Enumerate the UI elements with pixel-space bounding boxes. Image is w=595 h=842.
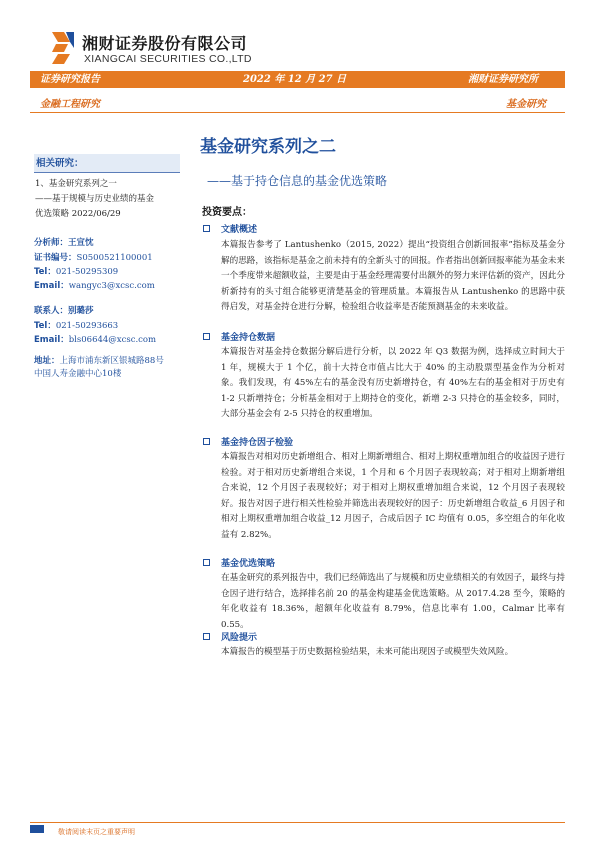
- header-divider: [30, 112, 565, 113]
- related-item[interactable]: ——基于规模与历史业绩的基金: [35, 194, 155, 204]
- report-date: 2022 年 12 月 27 日: [243, 74, 347, 85]
- email-value[interactable]: bls06644@xcsc.com: [68, 335, 157, 345]
- section-paragraph: 在基金研究的系列报告中，我们已经筛选出了与规模和历史业绩相关的有效因子，最终与持仓因子进行结合，选择排名前 20 的基金构建基金优选策略。从 2017.4.28 至今，策略的年化收益有 18.36%，超额年化收益有 8.79%，信息比率有 1.00，Calmar 比率有 0.55。: [221, 573, 565, 630]
- section-title: 风险提示: [221, 633, 258, 643]
- investment-summary-heading: 投资要点：: [202, 207, 252, 218]
- address-value: 上海市浦东新区银城路88号: [59, 356, 164, 366]
- checkbox-bullet-icon: [203, 333, 210, 340]
- tel-line: [34, 320, 118, 332]
- email-value[interactable]: wangyc3@xcsc.com: [68, 281, 155, 291]
- tel-value: 021-50293663: [55, 321, 119, 331]
- analyst-label: 分析师：: [34, 238, 69, 248]
- section-title: 基金持仓因子检验: [221, 438, 294, 448]
- tel-label: Tel：: [34, 267, 56, 277]
- email-line: [34, 280, 155, 292]
- report-title: 基金研究系列之二: [200, 137, 336, 157]
- category-right: 基金研究: [506, 99, 546, 110]
- report-subtitle: ——基于持仓信息的基金优选策略: [207, 174, 388, 188]
- contact-line: [34, 305, 94, 317]
- section-paragraph: 本篇报告对相对历史新增组合、相对上期新增组合、相对上期权重增加组合的收益因子进行检验。对于相对历史新增组合来说，1 个月和 6 个月因子表现较高；对于相对上期新增组合来说，12 个月因子表现较好；对于相对上期权重增加组合来说，12 个月因子表现较好。报告对因子进行相关性检验并筛选出表现较好的因子：历史新增组合收益_6 月因子和相对上期权重增加组合收益_12 月因子，合成后因子 IC 均值有 0.05，多空组合的年化收益有 2.82%。: [221, 452, 565, 540]
- company-name-en: XIANGCAI SECURITIES CO.,LTD: [84, 53, 252, 65]
- footer-disclaimer[interactable]: 敬请阅读末页之重要声明: [58, 828, 135, 836]
- email-label: Email：: [34, 335, 69, 345]
- section-paragraph: 本篇报告对基金持仓数据分解后进行分析，以 2022 年 Q3 数据为例，选择成立时间大于 1 年，规模大于 1 个亿，前十大持仓市值占比大于 40% 的主动股票型基金作为分析对象。我们发现，有 45%左右的基金没有历史新增持仓，有 40%左右的基金相对于历史有 1-2 只新增持仓；分析基金相对于上期持仓的变化，新增 2-3 只持仓的基金较多，同时，大部分基金会有 2-5 只持仓的权重增加。: [221, 347, 565, 420]
- cert-label: 证书编号：: [34, 253, 77, 263]
- company-name-cn: 湘财证券股份有限公司: [82, 34, 248, 53]
- section-title: 文献概述: [221, 225, 258, 235]
- related-research-divider: [34, 172, 180, 173]
- footer-mark: [30, 825, 44, 833]
- institute-name: 湘财证券研究所: [468, 74, 538, 85]
- report-type: 证券研究报告: [40, 74, 100, 85]
- analyst-name: 王宣忱: [68, 238, 94, 248]
- checkbox-bullet-icon: [203, 559, 210, 566]
- contact-name: 别璐莎: [68, 306, 94, 316]
- checkbox-bullet-icon: [203, 225, 210, 232]
- cert-line: [34, 252, 153, 264]
- tel-line: [34, 266, 118, 278]
- address-label: 地址：: [34, 356, 60, 366]
- section-paragraph: 本篇报告参考了 Lantushenko（2015, 2022）提出“投资组合创新回报率”指标及基金分解的思路，该指标是基金之前未持有的全新头寸的回报。作者指出创新回报率能为基金未来一个季度带来超额收益，主要是由于基金经理需要付出额外的努力来评估新的资产，因此分析新持有的头寸组合能够更清楚基金的管理质量。本篇报告从 Lantushenko 的思路中获得启发，对基金持仓进行分解，检验组合收益率是否能预测基金的未来收益。: [221, 240, 565, 313]
- footer-divider: [30, 822, 565, 823]
- related-item[interactable]: 优选策略 2022/06/29: [35, 209, 121, 219]
- address-line: [34, 355, 164, 367]
- email-line: [34, 334, 156, 346]
- email-label: Email：: [34, 281, 69, 291]
- checkbox-bullet-icon: [203, 438, 210, 445]
- cert-value: S0500521100001: [76, 253, 153, 263]
- category-left: 金融工程研究: [40, 99, 100, 110]
- related-item[interactable]: 1、基金研究系列之一: [35, 179, 117, 189]
- section-paragraph: 本篇报告的模型基于历史数据检验结果，未来可能出现因子或模型失效风险。: [221, 647, 514, 657]
- tel-value: 021-50295309: [55, 267, 119, 277]
- section-title: 基金优选策略: [221, 559, 276, 569]
- analyst-line: [34, 237, 94, 249]
- contact-label: 联系人：: [34, 306, 69, 316]
- related-research-title: 相关研究：: [36, 158, 84, 169]
- address-line-2: 中国人寿金融中心10楼: [34, 369, 122, 379]
- tel-label: Tel：: [34, 321, 56, 331]
- section-title: 基金持仓数据: [221, 333, 276, 343]
- xiangcai-logo-icon: [50, 28, 76, 68]
- checkbox-bullet-icon: [203, 633, 210, 640]
